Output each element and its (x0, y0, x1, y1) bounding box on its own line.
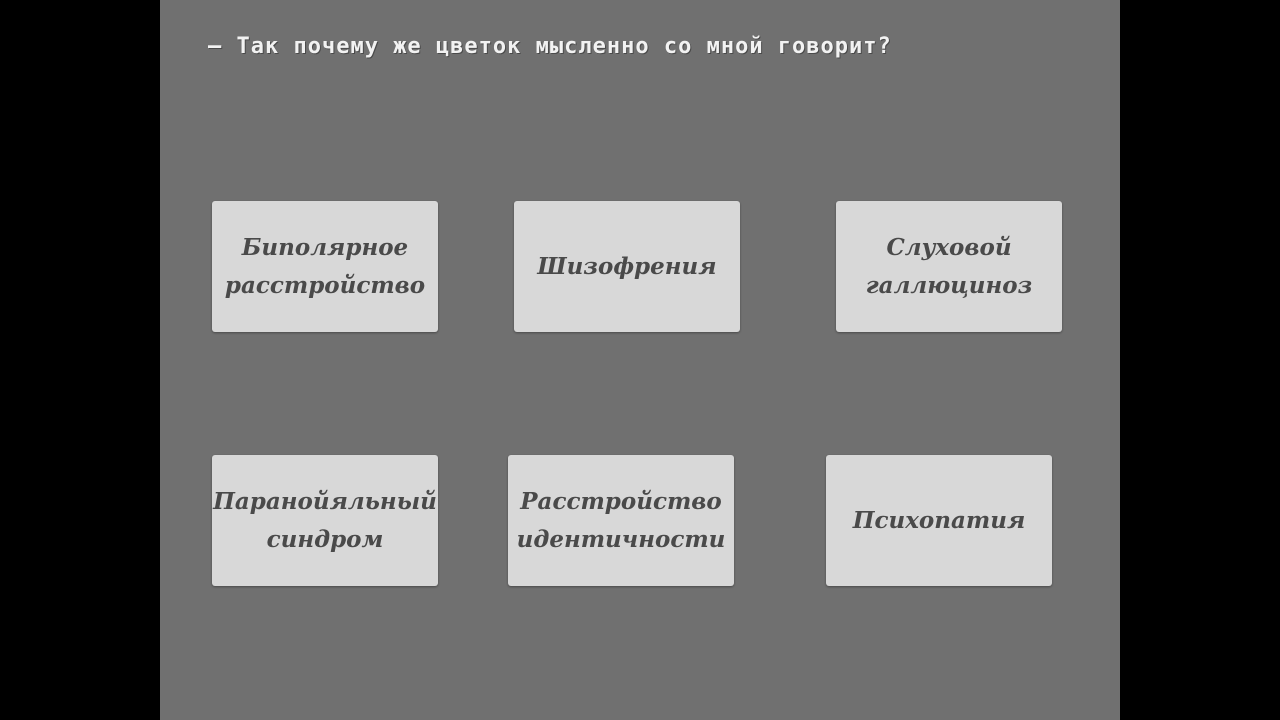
choice-bipolar-disorder[interactable] (212, 201, 438, 332)
choice-paranoid-syndrome[interactable] (212, 455, 438, 586)
choice-label: Психопатия (852, 506, 1026, 534)
choice-psychopathy[interactable] (826, 455, 1052, 586)
choice-label: Расстройство идентичности (516, 487, 726, 553)
choice-label: Паранойяльный синдром (213, 487, 437, 553)
choice-auditory-hallucinosis[interactable] (836, 201, 1062, 332)
choice-identity-disorder[interactable] (508, 455, 734, 586)
choice-label: Слуховой галлюциноз (865, 233, 1033, 299)
choice-schizophrenia[interactable] (514, 201, 740, 332)
choice-label: Шизофрения (537, 252, 717, 280)
game-area (160, 0, 1120, 720)
choice-label: Биполярное расстройство (224, 233, 426, 299)
dialogue-text: – Так почему же цветок мысленно со мной говорит? (208, 34, 892, 59)
